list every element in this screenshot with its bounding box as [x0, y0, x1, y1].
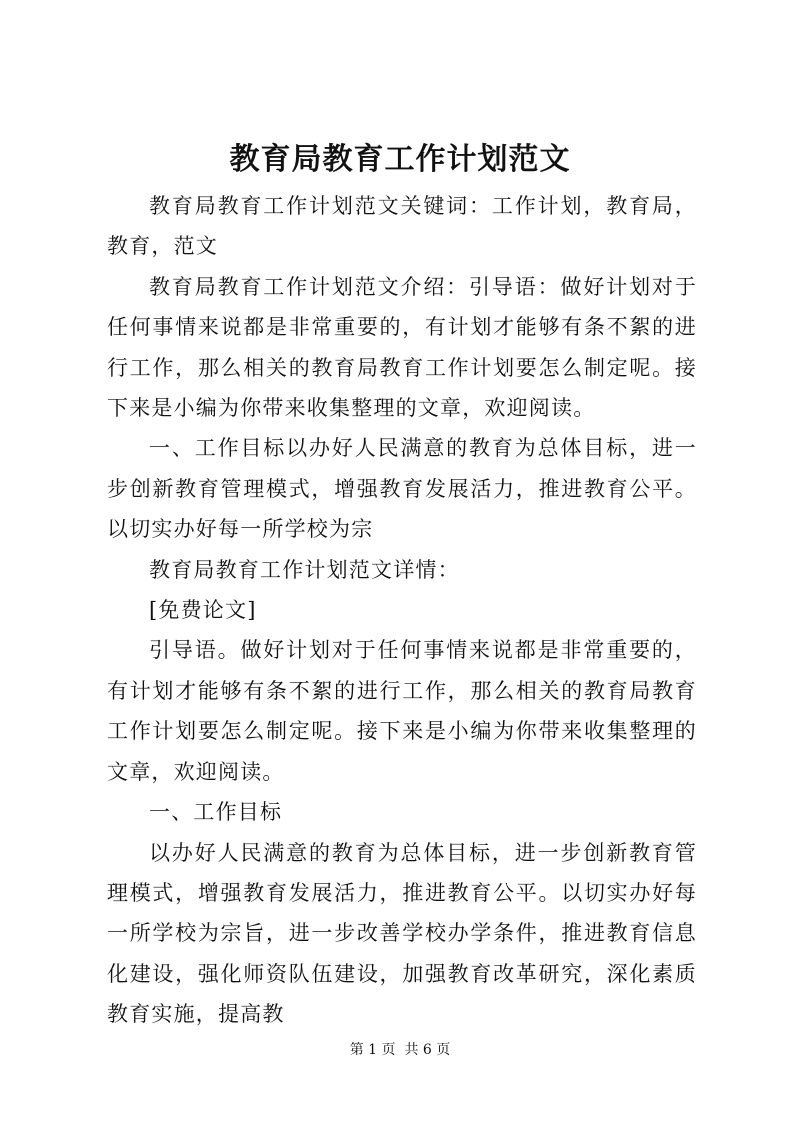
free-paper-label: [免费论文] — [149, 598, 257, 623]
guide-paragraph: 引导语。做好计划对于任何事情来说都是非常重要的，有计划才能够有条不絮的进行工作，那么相关的教育局教育工作计划要怎么制定呢。接下来是小编为你带来收集整理的文章，欢迎阅读。 — [107, 638, 697, 784]
section-heading-work-goal: 一、工作目标 — [149, 800, 283, 825]
work-goal-paragraph: 以办好人民满意的教育为总体目标，进一步创新教育管理模式，增强教育发展活力，推进教育公平。以切实办好每一所学校为宗旨，进一步改善学校办学条件，推进教育信息化建设，强化师资队伍建设，加强教育改革研究，深化素质教育实施，提高教 — [107, 840, 697, 1027]
goal-summary-paragraph: 一、工作目标以办好人民满意的教育为总体目标，进一步创新教育管理模式，增强教育发展活力，推进教育公平。以切实办好每一所学校为宗 — [107, 436, 697, 542]
page-footer — [0, 1040, 800, 1060]
page-number: 第 1 页 共 6 页 — [349, 1042, 451, 1058]
keywords-paragraph: 教育局教育工作计划范文关键词：工作计划，教育局，教育，范文 — [107, 194, 697, 259]
document-body — [107, 186, 697, 1035]
document-title: 教育局教育工作计划范文 — [229, 142, 571, 177]
intro-paragraph: 教育局教育工作计划范文介绍：引导语：做好计划对于任何事情来说都是非常重要的，有计划才能够有条不絮的进行工作，那么相关的教育局教育工作计划要怎么制定呢。接下来是小编为你带来收集整理的文章，欢迎阅读。 — [107, 274, 697, 421]
details-heading: 教育局教育工作计划范文详情： — [149, 557, 460, 582]
